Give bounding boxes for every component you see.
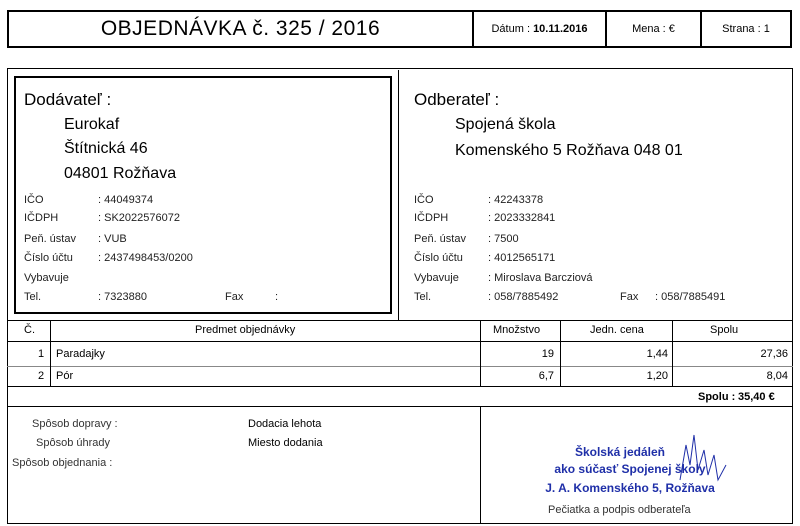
ordering-label: Spôsob objednania :: [12, 457, 113, 469]
th-price: Jedn. cena: [590, 324, 644, 336]
supplier-icdph-label: IČDPH: [24, 212, 59, 224]
supplier-heading: Dodávateľ :: [24, 90, 112, 109]
row-price: 1,20: [646, 370, 668, 382]
th-total: Spolu: [710, 324, 739, 336]
sum-line: [7, 406, 793, 407]
customer-name: Spojená škola: [455, 116, 556, 133]
supplier-bank-value: : VUB: [98, 233, 127, 245]
stamp-line-1: Školská jedáleň: [574, 445, 666, 459]
customer-handler-value: : Miroslava Barcziová: [488, 272, 593, 284]
supplier-icdph-value: : SK2022576072: [98, 212, 180, 224]
th-item: Predmet objednávky: [195, 324, 296, 336]
customer-tel-label: Tel.: [414, 291, 432, 303]
order-title-text: OBJEDNÁVKA č. 325 / 2016: [100, 17, 381, 40]
row-price: 1,44: [646, 348, 668, 360]
supplier-city: 04801 Rožňava: [64, 165, 177, 182]
table-header-line: [7, 341, 793, 342]
stamp-line-3: J. A. Komenského 5, Rožňava: [545, 481, 715, 495]
row-divider: [7, 366, 793, 367]
date-label: Dátum :: [491, 23, 530, 35]
row-total: 27,36: [760, 348, 788, 360]
row-qty: 19: [541, 348, 554, 360]
supplier-ico-label: IČO: [24, 194, 44, 206]
customer-fax-value: : 058/7885491: [655, 291, 726, 303]
date-value: 10.11.2016: [533, 23, 588, 35]
supplier-tel-value: : 7323880: [98, 291, 147, 303]
customer-tel-value: : 058/7885492: [488, 291, 559, 303]
supplier-bank-label: Peň. ústav: [24, 233, 76, 245]
row-no: 1: [38, 348, 45, 360]
supplier-tel-label: Tel.: [24, 291, 42, 303]
currency-text: Mena : €: [632, 23, 675, 35]
supplier-panel: [14, 76, 392, 314]
signature-label: Pečiatka a podpis odberateľa: [548, 504, 691, 516]
th-no: Č.: [24, 324, 35, 336]
supplier-fax-label: Fax: [225, 291, 244, 303]
row-item: Paradajky: [56, 348, 105, 360]
currency-box: [606, 10, 701, 48]
customer-icdph-value: : 2023332841: [488, 212, 556, 224]
row-item: Pór: [56, 370, 74, 382]
supplier-handler-label: Vybavuje: [24, 272, 69, 284]
supplier-account-value: : 2437498453/0200: [98, 252, 193, 264]
customer-icdph-label: IČDPH: [414, 212, 449, 224]
sum-value: 35,40 €: [738, 391, 775, 403]
sum-label: Spolu :: [698, 391, 736, 403]
table-top-line: [7, 320, 793, 321]
customer-address: Komenského 5 Rožňava 048 01: [455, 142, 683, 159]
row-total: 8,04: [766, 370, 788, 382]
date-box: [473, 10, 606, 48]
page-box: [701, 10, 792, 48]
customer-ico-value: : 42243378: [488, 194, 544, 206]
transport-label: Spôsob dopravy :: [32, 418, 118, 430]
stamp-line-2: ako súčasť Spojenej školy: [554, 462, 706, 476]
row-qty: 6,7: [538, 370, 554, 382]
customer-account-value: : 4012565171: [488, 252, 556, 264]
row-no: 2: [38, 370, 45, 382]
th-qty: Množstvo: [493, 324, 541, 336]
customer-ico-label: IČO: [414, 194, 434, 206]
supplier-account-label: Číslo účtu: [24, 252, 73, 264]
col-divider-1: [50, 320, 51, 386]
page-text: Strana : 1: [722, 23, 770, 35]
signature-icon: [676, 425, 736, 495]
delivery-term-label: Dodacia lehota: [248, 418, 322, 430]
customer-fax-label: Fax: [620, 291, 639, 303]
table-bottom-line: [7, 386, 793, 387]
customer-bank-label: Peň. ústav: [414, 233, 466, 245]
footer-divider: [480, 406, 481, 524]
customer-heading: Odberateľ :: [414, 90, 500, 109]
customer-bank-value: : 7500: [488, 233, 519, 245]
payment-label: Spôsob úhrady: [36, 437, 110, 449]
supplier-name: Eurokaf: [64, 116, 120, 133]
supplier-street: Štítnická 46: [64, 140, 148, 157]
customer-account-label: Číslo účtu: [414, 252, 463, 264]
customer-handler-label: Vybavuje: [414, 272, 459, 284]
order-title: [7, 10, 473, 48]
supplier-fax-value: :: [275, 291, 279, 303]
delivery-place-label: Miesto dodania: [248, 437, 323, 449]
supplier-ico-value: : 44049374: [98, 194, 154, 206]
